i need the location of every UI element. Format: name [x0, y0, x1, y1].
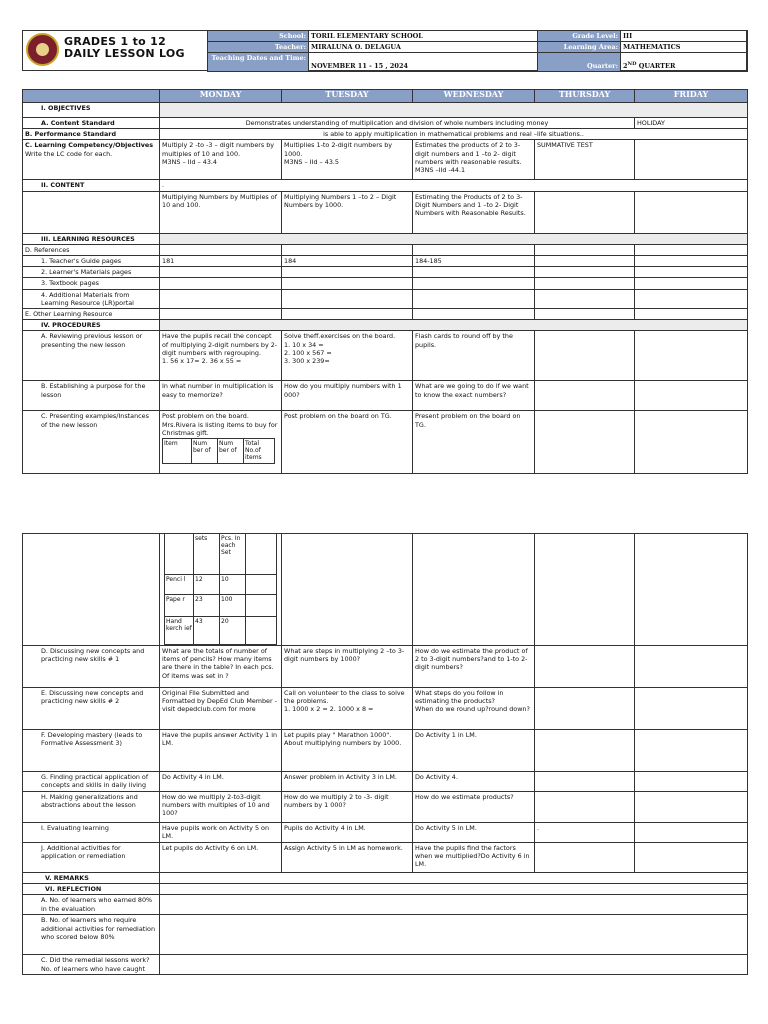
items-table-cell — [160, 534, 282, 646]
reflection-a-label: A. No. of learners who earned 80% in the evaluation — [23, 895, 160, 915]
proc-f-wednesday: Do Activity 1 in LM. — [413, 730, 535, 772]
item-name: Pape r — [165, 594, 194, 616]
objectives-heading: I. OBJECTIVES — [23, 103, 160, 118]
proc-i-thursday: . — [535, 823, 635, 843]
lc-monday: Multiply 2 -to -3 – digit numbers by multiples of 10 and 100. M3NS – IId – 43.4 — [160, 140, 282, 180]
proc-d-wednesday: How do we estimate the product of 2 to 3-digit numbers?and to 1-to 2-digit numbers? — [413, 646, 535, 688]
tg-wednesday: 184-185 — [413, 256, 535, 267]
proc-g-wednesday: Do Activity 4. — [413, 772, 535, 792]
items-table-head: Item Num ber of Num ber of Total No.of items — [162, 438, 275, 464]
reflection-heading: VI. REFLECTION — [23, 884, 160, 895]
school-value: TORIL ELEMENTARY SCHOOL — [309, 31, 538, 42]
proc-g-label: G. Finding practical application of concepts and skills in daily living — [23, 772, 160, 792]
content-heading: II. CONTENT — [23, 180, 160, 191]
proc-c-label: C. Presenting examples/Instances of the new lesson — [23, 411, 160, 474]
content-dot: . — [160, 180, 748, 191]
proc-d-label: D. Discussing new concepts and practicing new skills # 1 — [23, 646, 160, 688]
proc-i-wednesday: Do Activity 5 in LM. — [413, 823, 535, 843]
remarks-heading: V. REMARKS — [23, 873, 160, 884]
proc-b-wednesday: What are we going to do if we want to know the exact numbers? — [413, 381, 535, 411]
day-header-wednesday: WEDNESDAY — [413, 90, 535, 103]
proc-j-tuesday: Assign Activity 5 in LM as homework. — [282, 843, 413, 873]
teacher-value: MIRALUNA O. DELAGUA — [309, 42, 538, 53]
dates-value: NOVEMBER 11 - 15 , 2024 — [309, 53, 538, 72]
lm-pages-label: 2. Learner's Materials pages — [23, 267, 160, 278]
quarter-label: Quarter: — [538, 53, 621, 72]
title-line2: DAILY LESSON LOG — [64, 47, 185, 60]
tg-pages-label: 1. Teacher's Guide pages — [23, 256, 160, 267]
items-table-body: sets Pcs. In each Set Penci l 12 10 Pape r 23 100 Hand kerch ief 43 20 — [164, 534, 277, 645]
proc-h-monday: How do we multiply 2-to3-digit numbers with multiples of 10 and 100? — [160, 792, 282, 823]
textbook-pages-label: 3. Textbook pages — [23, 278, 160, 289]
lesson-table-page1 — [22, 89, 748, 474]
proc-j-wednesday: Have the pupils find the factors when we multiplied?Do Activity 6 in LM. — [413, 843, 535, 873]
performance-standard-label: B. Performance Standard — [23, 129, 160, 140]
proc-b-label: B. Establishing a purpose for the lesson — [23, 381, 160, 411]
additional-materials-label: 4. Additional Materials from Learning Resource (LR)portal — [23, 289, 160, 308]
proc-e-monday: Original File Submitted and Formatted by DepEd Club Member - visit depedclub.com for more — [160, 688, 282, 730]
procedures-heading: IV. PROCEDURES — [23, 320, 160, 331]
item-name: Penci l — [165, 574, 194, 594]
proc-j-label: J. Additional activities for application or remediation — [23, 843, 160, 873]
proc-a-tuesday: Solve theff.exercises on the board. 1. 10 x 34 = 2. 100 x 567 = 3. 300 x 239= — [282, 331, 413, 381]
proc-h-wednesday: How do we estimate products? — [413, 792, 535, 823]
proc-f-tuesday: Let pupils play " Marathon 1000". About multiplying numbers by 1000. — [282, 730, 413, 772]
day-header-thursday: THURSDAY — [535, 90, 635, 103]
proc-b-monday: In what number in multiplication is easy to memorize? — [160, 381, 282, 411]
content-standard-label: A. Content Standard — [23, 118, 160, 129]
quarter-value: 2ND QUARTER — [621, 53, 748, 72]
performance-standard: is able to apply multiplication in mathematical problems and real –life situations.. — [160, 129, 748, 140]
reflection-c-label: C. Did the remedial lessons work? No. of learners who have caught — [23, 955, 160, 975]
proc-j-monday: Let pupils do Activity 6 on LM. — [160, 843, 282, 873]
day-header-tuesday: TUESDAY — [282, 90, 413, 103]
proc-i-monday: Have pupils work on Activity 5 on LM. — [160, 823, 282, 843]
proc-d-tuesday: What are steps in multiplying 2 –to 3- digit numbers by 1000? — [282, 646, 413, 688]
grade-value: III — [621, 31, 748, 42]
item-name: Hand kerch ief — [165, 616, 194, 644]
proc-f-monday: Have the pupils answer Activity 1 in LM. — [160, 730, 282, 772]
proc-c-wednesday: Present problem on the board on TG. — [413, 411, 535, 474]
dates-label: Teaching Dates and Time: — [208, 53, 309, 72]
content-standard: Demonstrates understanding of multiplication and division of whole numbers including money — [160, 118, 635, 129]
lesson-table-page2 — [22, 533, 748, 975]
other-resource-label: E. Other Learning Resource — [23, 309, 160, 320]
content-wednesday: Estimating the Products of 2 to 3-Digit Numbers and 1 –to 2- Digit Numbers with Reasonable Results. — [413, 191, 535, 233]
proc-h-label: H. Making generalizations and abstractions about the lesson — [23, 792, 160, 823]
proc-c-monday: Post problem on the board. Mrs.Rivera is listing items to buy for Christmas gift. Item Num ber of Num ber of Total No.of items — [160, 411, 282, 474]
proc-a-label: A. Reviewing previous lesson or presenting the new lesson — [23, 331, 160, 381]
tg-monday: 181 — [160, 256, 282, 267]
proc-h-tuesday: How do we multiply 2 to -3- digit numbers by 1 000? — [282, 792, 413, 823]
proc-e-label: E. Discussing new concepts and practicing new skills # 2 — [23, 688, 160, 730]
proc-d-monday: What are the totals of number of items of pencils? How many items are there in the table? In each pcs. Of items was set in ? — [160, 646, 282, 688]
proc-a-monday: Have the pupils recall the concept of multiplying 2-digit numbers by 2-digit numbers with regrouping. 1. 56 x 17= 2. 36 x 55 = — [160, 331, 282, 381]
day-header-friday: FRIDAY — [635, 90, 748, 103]
tg-tuesday: 184 — [282, 256, 413, 267]
day-header-monday: MONDAY — [160, 90, 282, 103]
proc-g-tuesday: Answer problem in Activity 3 in LM. — [282, 772, 413, 792]
proc-a-wednesday: Flash cards to round off by the pupils. — [413, 331, 535, 381]
learning-competency-label: C. Learning Competency/Objectives Write the LC code for each. — [23, 140, 160, 180]
reflection-b-label: B. No. of learners who require additional activities for remediation who scored below 80% — [23, 915, 160, 955]
proc-b-tuesday: How do you multiply numbers with 1 000? — [282, 381, 413, 411]
proc-f-label: F. Developing mastery (leads to Formative Assessment 3) — [23, 730, 160, 772]
area-label: Learning Area: — [538, 42, 621, 53]
learning-resources-heading: III. LEARNING RESOURCES — [23, 233, 160, 244]
content-monday: Multiplying Numbers by Multiples of 10 and 100. — [160, 191, 282, 233]
holiday-label: HOLIDAY — [635, 118, 748, 129]
header-info-table — [207, 30, 748, 72]
school-label: School: — [208, 31, 309, 42]
content-tuesday: Multiplying Numbers 1 –to 2 – Digit Numbers by 1000. — [282, 191, 413, 233]
proc-e-wednesday: What steps do you follow in estimating the products? When do we round up?round down? — [413, 688, 535, 730]
lc-thursday: SUMMATIVE TEST — [535, 140, 635, 180]
proc-c-tuesday: Post problem on the board on TG. — [282, 411, 413, 474]
area-value: MATHEMATICS — [621, 42, 748, 53]
references-label: D. References — [23, 244, 160, 255]
proc-i-tuesday: Pupils do Activity 4 in LM. — [282, 823, 413, 843]
proc-e-tuesday: Call on volunteer to the class to solve the problems. 1. 1000 x 2 = 2. 1000 x 8 = — [282, 688, 413, 730]
title-line1: GRADES 1 to 12 — [64, 35, 167, 48]
grade-label: Grade Level: — [538, 31, 621, 42]
proc-i-label: I. Evaluating learning — [23, 823, 160, 843]
proc-g-monday: Do Activity 4 in LM. — [160, 772, 282, 792]
deped-seal-logo — [26, 33, 59, 66]
lc-wednesday: Estimates the products of 2 to 3-digit numbers and 1 –to 2- digit numbers with reasonable results. M3NS –IId -44.1 — [413, 140, 535, 180]
teacher-label: Teacher: — [208, 42, 309, 53]
lc-tuesday: Multiplies 1-to 2-digit numbers by 1000. M3NS – IId – 43.5 — [282, 140, 413, 180]
